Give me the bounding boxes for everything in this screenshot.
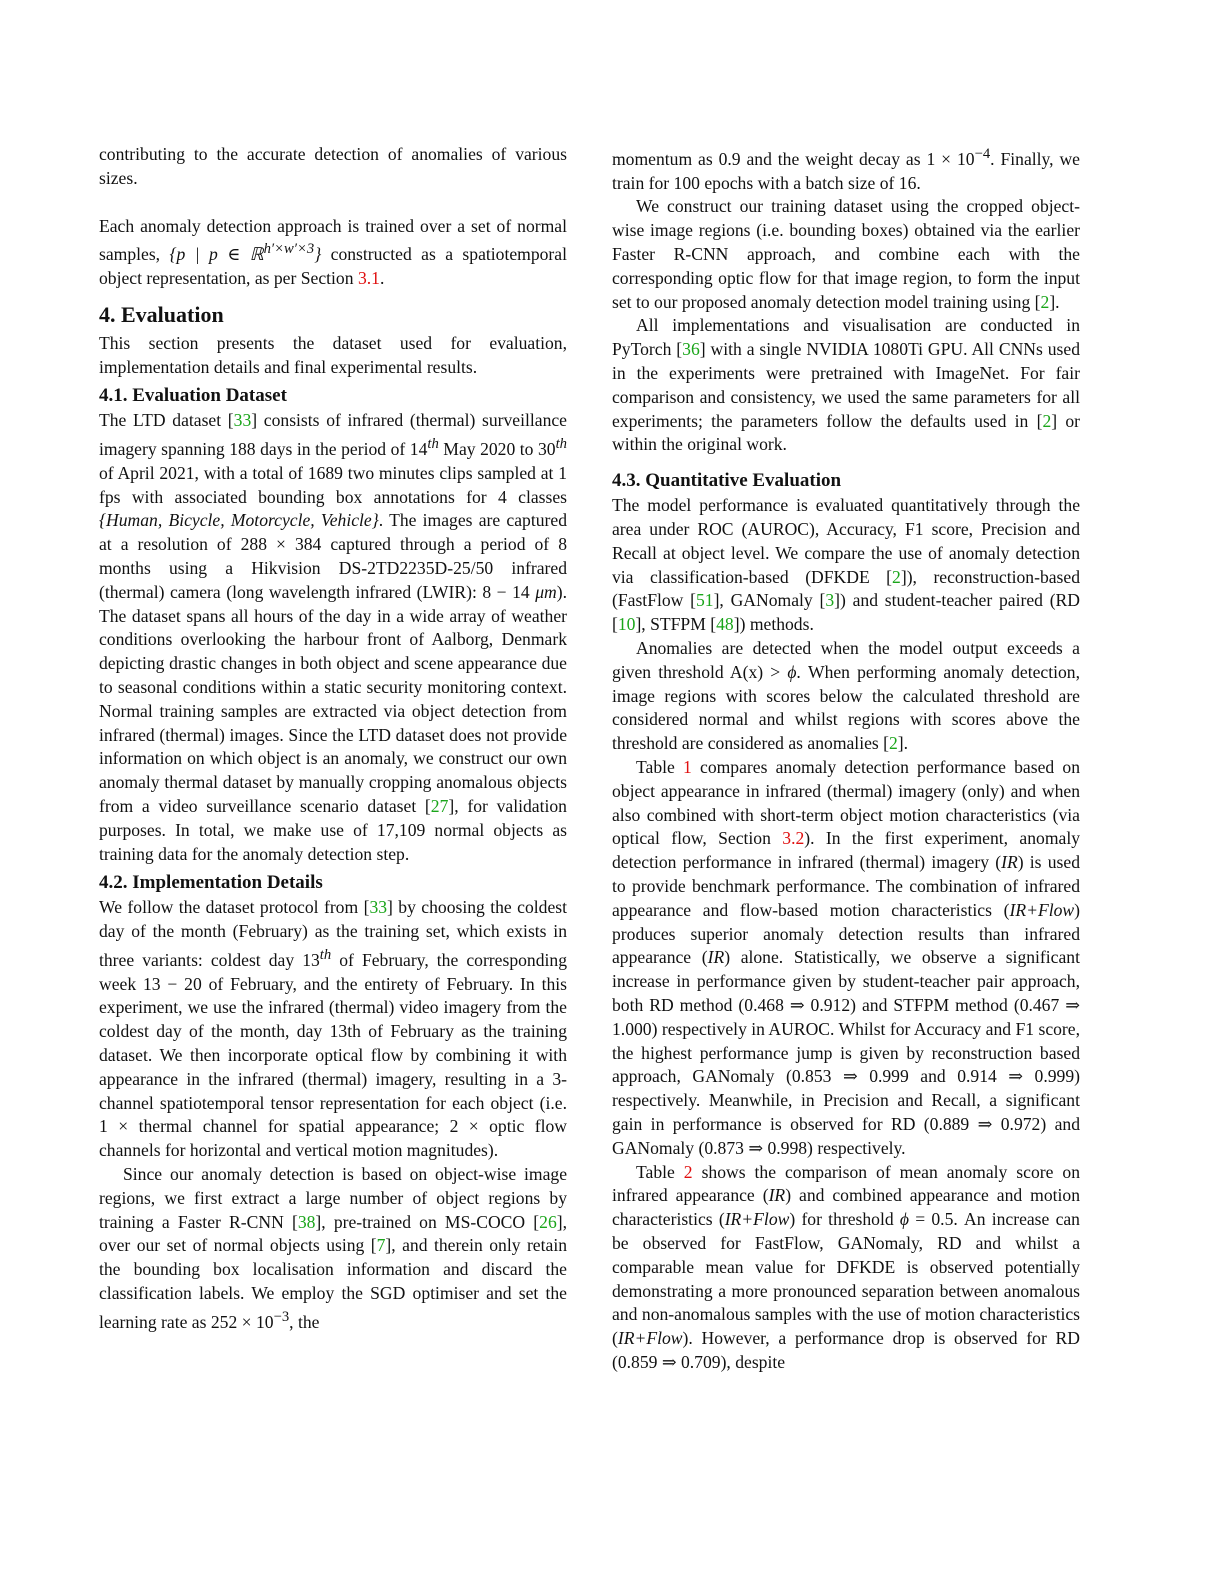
citation-3[interactable]: 3 — [825, 590, 835, 611]
table-link-2[interactable]: 2 — [683, 1161, 693, 1182]
paragraph-implementations: All implementations and visualisation are conducted in PyTorch [36] with a single NVIDIA 1080Ti GPU. All CNNs used in the experiments were pretrained with ImageNet. For fair comparison and consistency, we used the same parameters for all experiments; the parameters follow the defaults used in [2] or within the original work. — [612, 315, 1080, 455]
citation-2b[interactable]: 2 — [1042, 410, 1052, 431]
paragraph-evaluation-intro: This section presents the dataset used for evaluation, implementation details and final experimental results. — [99, 332, 567, 377]
citation-2c[interactable]: 2 — [892, 566, 901, 587]
paragraph-region-cropping: Since our anomaly detection is based on object-wise image regions, we first extract a large number of object regions by training a Faster R-CNN [38], pre-trained on MS-COCO [26], over our set of normal objects using [7], and therein only retain the bounding box localisation information and discard the classification labels. We employ the SGD optimiser and set the learning rate as $252 \times 10^{-3}$, the — [99, 1164, 567, 1332]
section-link-3-1[interactable]: 3.1 — [357, 268, 380, 289]
citation-26[interactable]: 26 — [539, 1211, 557, 1232]
paragraph-intro-continued: contributing to the accurate detection of anomalies of various sizes. — [99, 144, 567, 188]
paragraph-threshold: Anomalies are detected when the model output exceeds a given threshold A(x) > ϕ. When performing anomaly detection, image regions with scores below the calculated threshold are considered normal and whilst regions with scores above the threshold are considered as anomalies [2]. — [612, 638, 1080, 754]
paragraph-training-dataset: We construct our training dataset using the cropped object-wise image regions (i.e. bounding boxes) obtained via the earlier Faster R-CNN approach, and combine each with the corresponding optic flow for that image region, to form the input set to our proposed anomaly detection model training using [2]. — [612, 196, 1080, 312]
citation-36[interactable]: 36 — [682, 339, 700, 360]
heading-implementation-details: 4.2. Implementation Details — [99, 872, 323, 894]
paragraph-ltd-dataset: The LTD dataset [33] consists of infrared (thermal) surveillance imagery spanning 188 days in the period of 14th May 2020 to 30th of April 2021, with a total of 1689 two minutes clips sampled at 1 fps with associated bounding box annotations for 4 classes {Human, Bicycle, Motorcycle, Vehicle}. The images are captured at a resolution of 288 × 384 captured through a period of 8 months using a Hikvision DS-2TD2235D-25/50 infrared (thermal) camera (long wavelength infrared (LWIR): 8 − 14 μm). The dataset spans all hours of the day in a wide array of weather conditions overlooking the harbour front of Aalborg, Denmark depicting drastic changes in both object and scene appearance due to seasonal conditions within a static security monitoring context. Normal training samples are extracted via object detection from infrared (thermal) images. Since the LTD dataset does not provide information on which object is an anomaly, we construct our own anomaly thermal dataset by manually cropping anomalous objects from a video surveillance scenario dataset [27], for validation purposes. In total, we make use of 17,109 normal objects as training data for the anomaly detection step. — [99, 410, 567, 864]
section-link-3-2[interactable]: 3.2 — [782, 828, 805, 849]
paragraph-table1-comparison: Table 1 compares anomaly detection performance based on object appearance in infrared (thermal) imagery (only) and when also combined with short-term object motion characteristics (via optical flow, Section 3.2). In the first experiment, anomaly detection performance in infrared (thermal) imagery (IR) is used to provide benchmark performance. The combination of infrared appearance and flow-based motion characteristics (IR+Flow) produces superior anomaly detection results than infrared appearance (IR) alone. Statistically, we observe a significant increase in performance given by student-teacher pair approach, both RD method (0.468 ⇒ 0.912) and STFPM method (0.467 ⇒ 1.000) respectively in AUROC. Whilst for Accuracy and F1 score, the highest performance jump is given by reconstruction based approach, GANomaly (0.853 ⇒ 0.999 and 0.914 ⇒ 0.999) respectively. Meanwhile, in Precision and Recall, a significant gain in performance is observed for RD (0.889 ⇒ 0.972) and GANomaly (0.873 ⇒ 0.998) respectively. — [612, 756, 1081, 1158]
citation-7[interactable]: 7 — [376, 1235, 386, 1256]
left-column — [99, 143, 567, 1335]
citation-10[interactable]: 10 — [617, 614, 636, 635]
citation-48[interactable]: 48 — [716, 614, 734, 635]
heading-evaluation-dataset: 4.1. Evaluation Dataset — [99, 385, 287, 407]
heading-evaluation: 4. Evaluation — [99, 301, 224, 327]
paragraph-momentum: momentum as 0.9 and the weight decay as $1 \times 10^{-4}$. Finally, we train for 100 epochs with a batch size of 16. — [612, 146, 1080, 193]
paragraph-model-performance: The model performance is evaluated quantitatively through the area under ROC (AUROC), Accuracy, F1 score, Precision and Recall at object level. We compare the use of anomaly detection via classification-based (DFKDE [2]), reconstruction-based (FastFlow [51], GANomaly [3]) and student-teacher paired (RD [10], STFPM [48]) methods. — [612, 495, 1080, 635]
citation-38[interactable]: 38 — [297, 1211, 316, 1232]
citation-33[interactable]: 33 — [233, 410, 252, 431]
citation-27[interactable]: 27 — [430, 796, 449, 817]
citation-33b[interactable]: 33 — [369, 897, 388, 918]
paragraph-training-samples: Each anomaly detection approach is trained over a set of normal samples, {p | p ∈ ℝ$^{h'\times w'\times 3}$} constructed as a spatiotemporal object representation, as per Section 3.1. — [99, 215, 567, 289]
citation-2[interactable]: 2 — [1040, 291, 1050, 312]
heading-quantitative-evaluation: 4.3. Quantitative Evaluation — [612, 470, 842, 492]
citation-2d[interactable]: 2 — [889, 733, 898, 754]
paragraph-implementation: We follow the dataset protocol from [33] by choosing the coldest day of the month (February) as the training set, which exists in three variants: coldest day 13th of February, the corresponding week 13 − 20 of February, and the entirety of February. In this experiment, we use the infrared (thermal) video imagery from the coldest day of the month, day 13th of February as the training dataset. We then incorporate optical flow by combining it with appearance in the infrared (thermal) imagery, resulting in a 3-channel spatiotemporal tensor representation for each object (i.e. 1 × thermal channel for spatial appearance; 2 × optic flow channels for horizontal and vertical motion magnitudes). — [99, 897, 567, 1161]
paragraph-table2-comparison: Table 2 shows the comparison of mean anomaly score on infrared appearance (IR) and combined appearance and motion characteristics (IR+Flow) for threshold ϕ = 0.5. An increase can be observed for FastFlow, GANomaly, RD and whilst a comparable mean value for DFKDE is observed potentially demonstrating a more pronounced separation between anomalous and non-anomalous samples with the use of motion characteristics (IR+Flow). However, a performance drop is observed for RD (0.859 ⇒ 0.709), despite — [612, 1161, 1081, 1372]
citation-51[interactable]: 51 — [695, 590, 714, 611]
right-column — [612, 143, 1080, 1375]
table-link-1[interactable]: 1 — [683, 756, 692, 777]
